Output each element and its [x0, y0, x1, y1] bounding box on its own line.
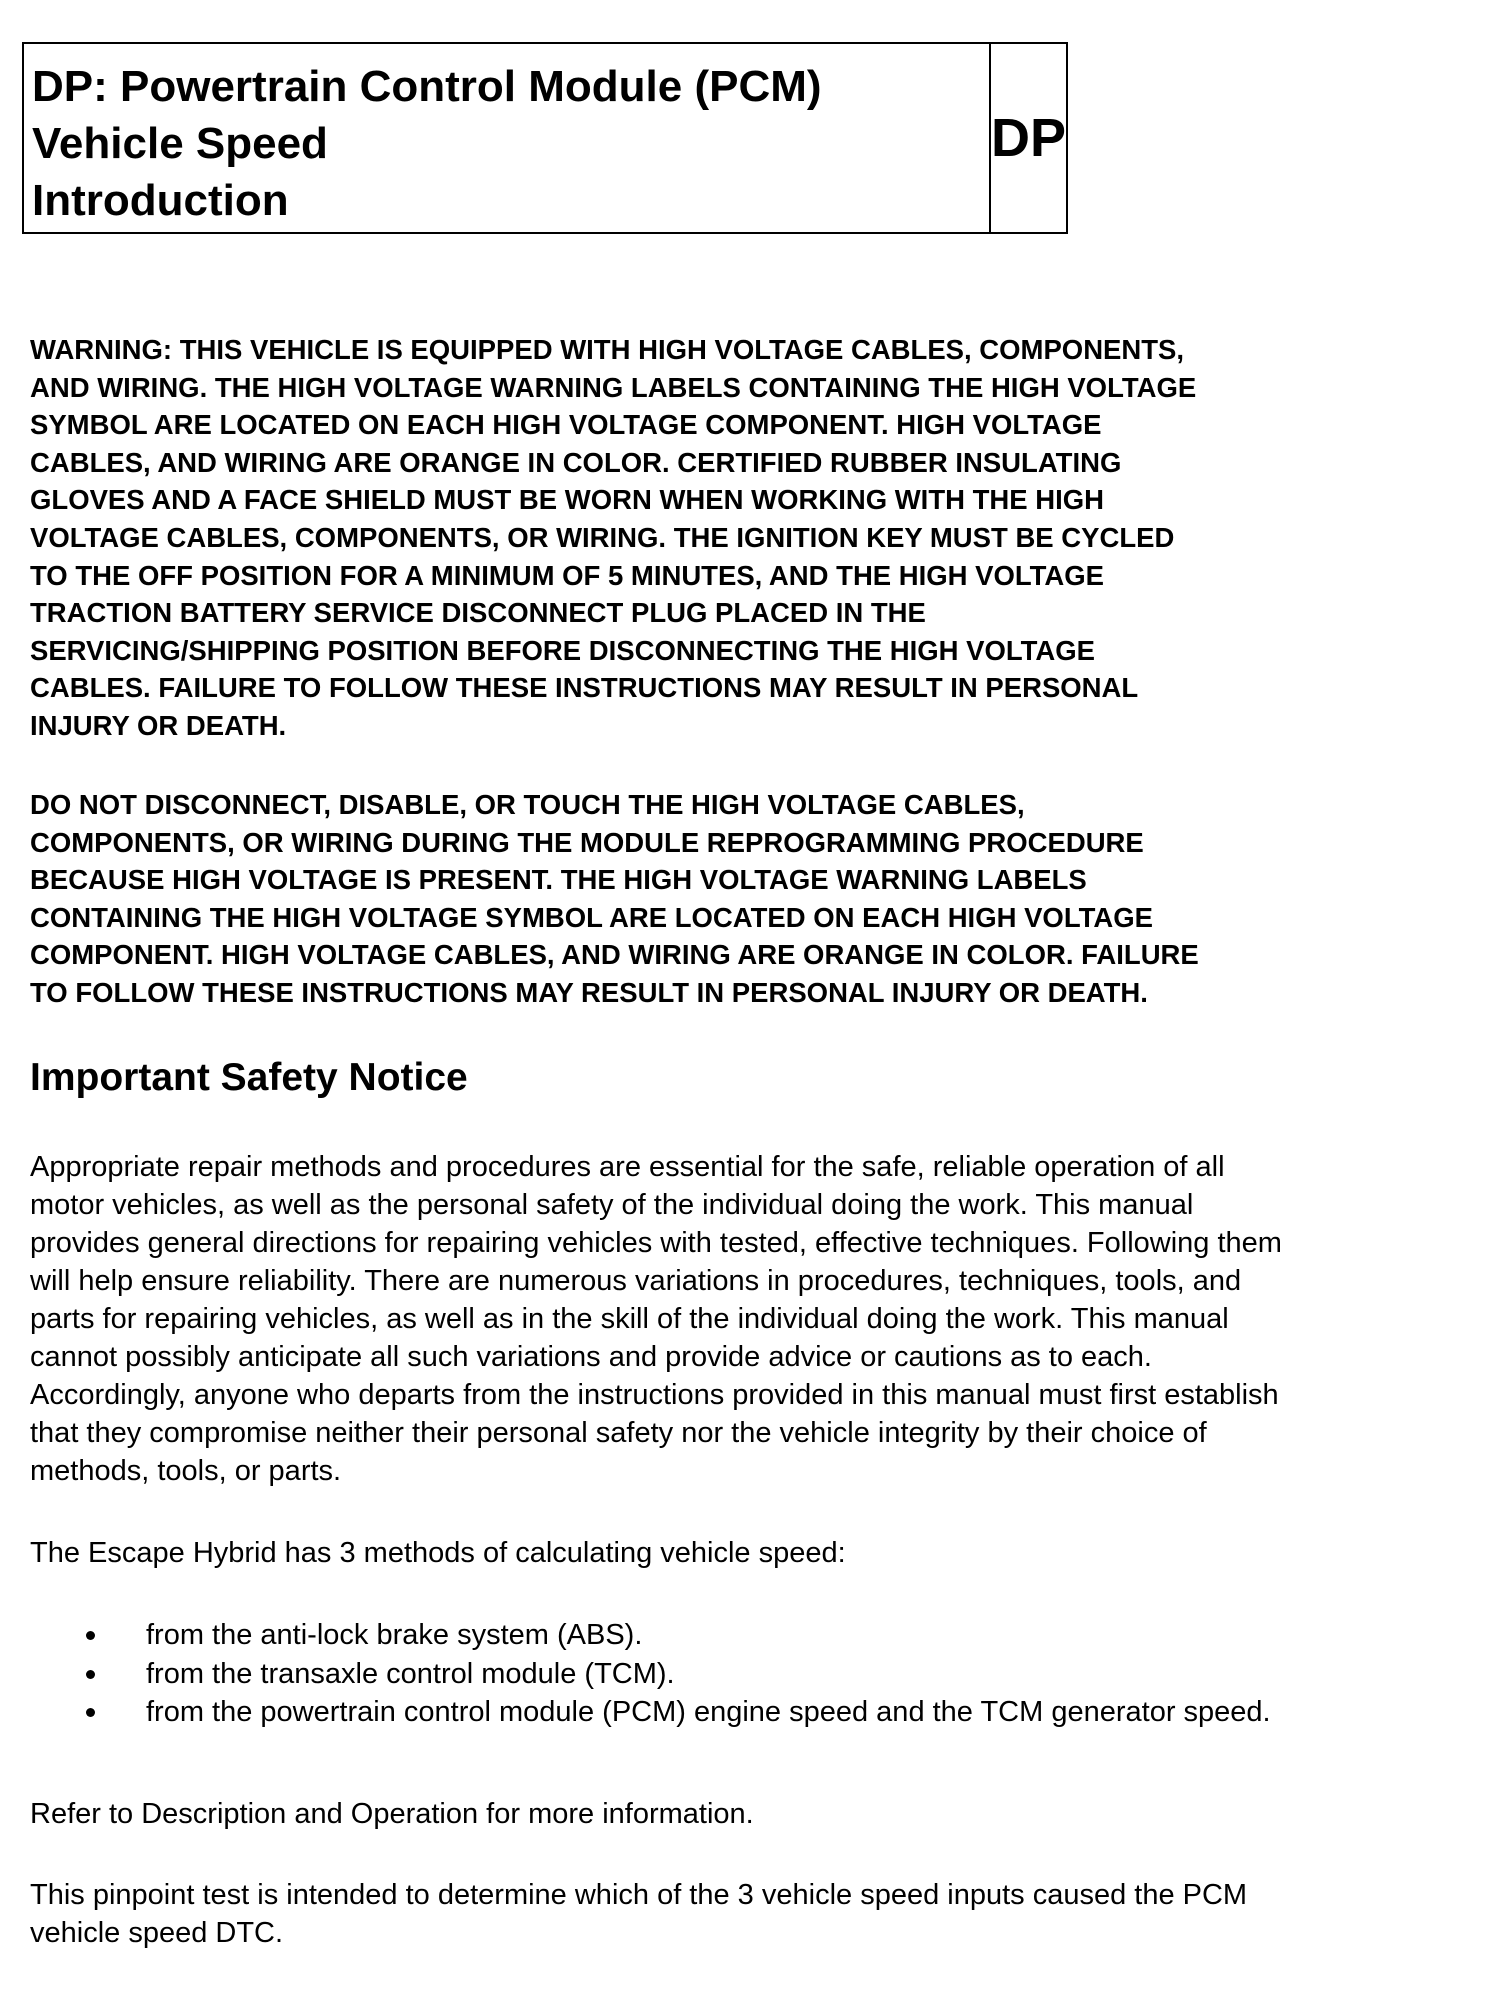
- warning-line: INJURY OR DEATH.: [30, 709, 287, 741]
- paragraph-line: parts for repairing vehicles, as well as in the skill of the individual doing the work. This manual: [30, 1303, 1229, 1335]
- warning-line: TRACTION BATTERY SERVICE DISCONNECT PLUG PLACED IN THE: [30, 597, 926, 629]
- header-title-cell: [24, 44, 991, 232]
- list-item-text: from the transaxle control module (TCM).: [146, 1657, 675, 1690]
- warning-line: COMPONENTS, OR WIRING DURING THE MODULE REPROGRAMMING PROCEDURE: [30, 826, 1144, 858]
- section-title: Important Safety Notice: [30, 1056, 468, 1099]
- header-code-cell: [991, 44, 1066, 232]
- warning-line: COMPONENT. HIGH VOLTAGE CABLES, AND WIRING ARE ORANGE IN COLOR. FAILURE: [30, 939, 1199, 971]
- list-item-text: from the anti-lock brake system (ABS).: [146, 1619, 643, 1651]
- bullet-icon: [86, 1631, 95, 1640]
- paragraph-line: vehicle speed DTC.: [30, 1917, 284, 1949]
- paragraph-line: will help ensure reliability. There are numerous variations in procedures, techniques, tools, and: [30, 1265, 1242, 1297]
- paragraph-line: that they compromise neither their personal safety nor the vehicle integrity by their choice of: [30, 1417, 1207, 1449]
- paragraph-line: Appropriate repair methods and procedures are essential for the safe, reliable operation of all: [30, 1151, 1225, 1183]
- high-voltage-warning: [30, 331, 1450, 745]
- list-item: [86, 1616, 1271, 1655]
- reprogramming-warning: [30, 786, 1450, 1012]
- pinpoint-paragraph: [30, 1876, 1470, 1952]
- paragraph-line: provides general directions for repairing vehicles with tested, effective techniques. Following them: [30, 1227, 1282, 1259]
- paragraph-line: motor vehicles, as well as the personal safety of the individual doing the work. This manual: [30, 1189, 1194, 1221]
- paragraph-line: methods, tools, or parts.: [30, 1455, 342, 1487]
- list-item-text: from the powertrain control module (PCM) engine speed and the TCM generator speed.: [146, 1696, 1271, 1728]
- section-code: DP: [990, 108, 1066, 168]
- warning-line: DO NOT DISCONNECT, DISABLE, OR TOUCH THE HIGH VOLTAGE CABLES,: [30, 789, 1025, 820]
- warning-line: CONTAINING THE HIGH VOLTAGE SYMBOL ARE LOCATED ON EACH HIGH VOLTAGE: [30, 901, 1153, 933]
- bullet-icon: [86, 1708, 95, 1717]
- paragraph-line: This pinpoint test is intended to determine which of the 3 vehicle speed inputs caused the PCM: [30, 1879, 1248, 1911]
- warning-line: SYMBOL ARE LOCATED ON EACH HIGH VOLTAGE COMPONENT. HIGH VOLTAGE: [30, 409, 1102, 441]
- header-title-line: Introduction: [32, 176, 289, 225]
- warning-line: CABLES. FAILURE TO FOLLOW THESE INSTRUCTIONS MAY RESULT IN PERSONAL: [30, 672, 1139, 704]
- speed-methods-list: [86, 1616, 1271, 1732]
- section-header: [22, 42, 1068, 234]
- warning-line: TO THE OFF POSITION FOR A MINIMUM OF 5 MINUTES, AND THE HIGH VOLTAGE: [30, 559, 1105, 591]
- bullet-icon: [86, 1670, 95, 1679]
- escape-intro-paragraph: [30, 1534, 1470, 1572]
- paragraph-line: cannot possibly anticipate all such variations and provide advice or cautions as to each.: [30, 1341, 1152, 1373]
- warning-line: TO FOLLOW THESE INSTRUCTIONS MAY RESULT IN PERSONAL INJURY OR DEATH.: [30, 976, 1148, 1008]
- warning-line: BECAUSE HIGH VOLTAGE IS PRESENT. THE HIGH VOLTAGE WARNING LABELS: [30, 864, 1087, 896]
- safety-notice-paragraph: [30, 1148, 1470, 1490]
- refer-paragraph: [30, 1795, 1470, 1833]
- warning-line: AND WIRING. THE HIGH VOLTAGE WARNING LABELS CONTAINING THE HIGH VOLTAGE: [30, 371, 1197, 403]
- header-title-line: DP: Powertrain Control Module (PCM): [32, 62, 822, 111]
- warning-line: WARNING: THIS VEHICLE IS EQUIPPED WITH HIGH VOLTAGE CABLES, COMPONENTS,: [30, 334, 1185, 365]
- warning-line: CABLES, AND WIRING ARE ORANGE IN COLOR. CERTIFIED RUBBER INSULATING: [30, 446, 1122, 478]
- list-item: [86, 1655, 1271, 1694]
- warning-line: VOLTAGE CABLES, COMPONENTS, OR WIRING. THE IGNITION KEY MUST BE CYCLED: [30, 521, 1175, 553]
- warning-line: GLOVES AND A FACE SHIELD MUST BE WORN WHEN WORKING WITH THE HIGH: [30, 484, 1105, 516]
- paragraph-line: The Escape Hybrid has 3 methods of calculating vehicle speed:: [30, 1537, 846, 1569]
- paragraph-line: Refer to Description and Operation for more information.: [30, 1798, 754, 1830]
- header-title-line: Vehicle Speed: [32, 119, 328, 168]
- list-item: [86, 1693, 1271, 1732]
- paragraph-line: Accordingly, anyone who departs from the instructions provided in this manual must first establish: [30, 1379, 1279, 1411]
- warning-line: SERVICING/SHIPPING POSITION BEFORE DISCONNECTING THE HIGH VOLTAGE: [30, 634, 1095, 666]
